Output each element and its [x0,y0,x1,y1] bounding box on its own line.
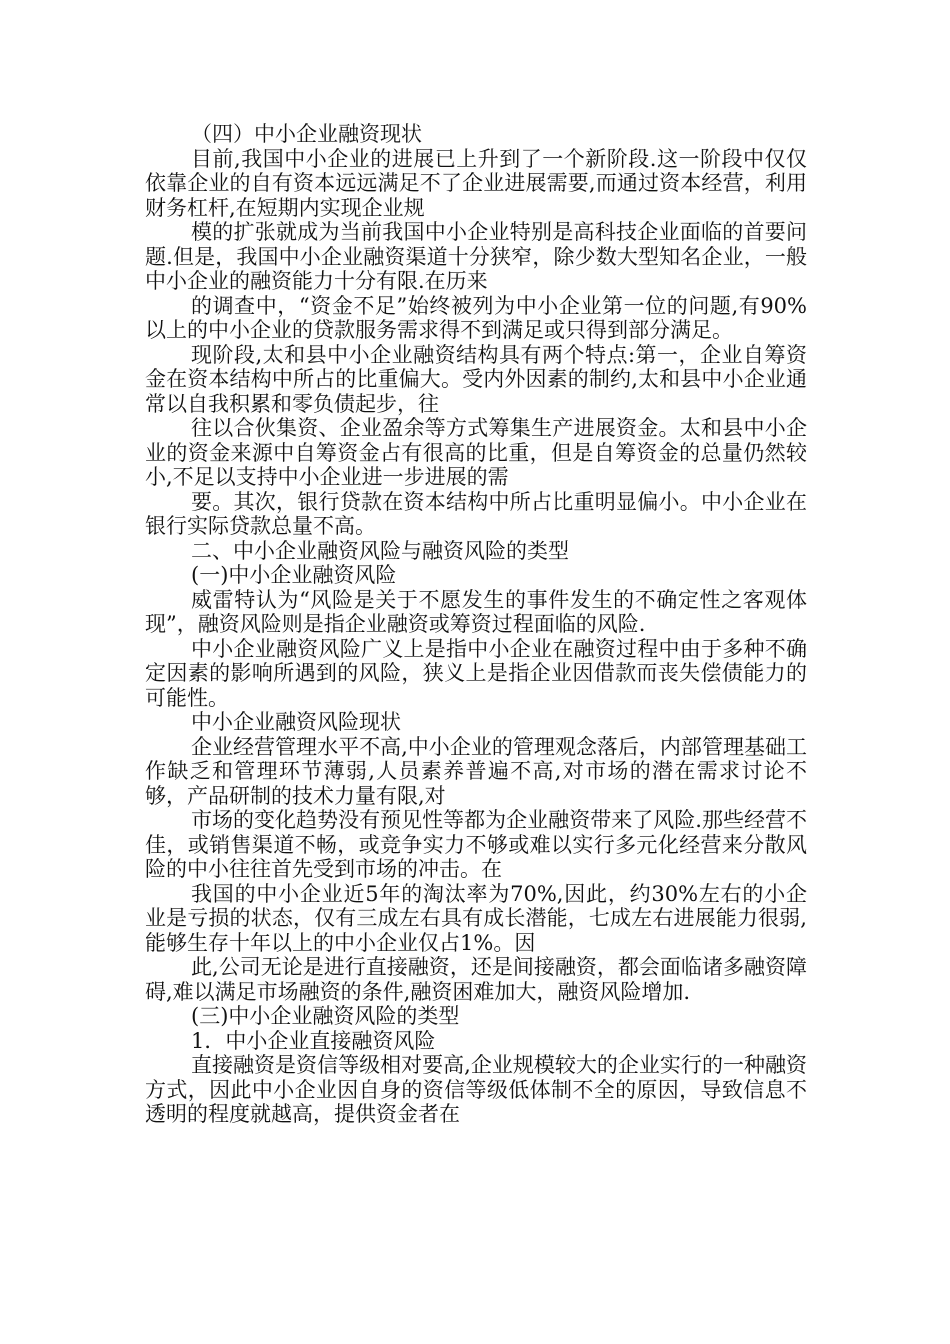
paragraph: 的调查中，“资金不足”始终被列为中小企业第一位的问题,有90%以上的中小企业的贷款服务需求得不到满足或只得到部分满足。 [145,293,807,342]
document-body [145,122,807,1127]
paragraph: 要。其次，银行贷款在资本结构中所占比重明显偏小。中小企业在银行实际贷款总量不高。 [145,489,807,538]
paragraph: 企业经营管理水平不高,中小企业的管理观念落后，内部管理基础工作缺乏和管理环节薄弱,人员素养普遍不高,对市场的潜在需求讨论不够，产品研制的技术力量有限,对 [145,734,807,808]
paragraph: 中小企业融资风险广义上是指中小企业在融资过程中由于多种不确定因素的影响所遇到的风险，狭义上是指企业因借款而丧失偿债能力的可能性。 [145,636,807,710]
section-heading-financing-status: （四）中小企业融资现状 [191,122,422,146]
paragraph: 市场的变化趋势没有预见性等都为企业融资带来了风险.那些经营不佳，或销售渠道不畅，或竞争实力不够或难以实行多元化经营来分散风险的中小往往首先受到市场的冲击。在 [145,808,807,881]
subsection-heading-risk-status: 中小企业融资风险现状 [191,710,401,734]
paragraph: 直接融资是资信等级相对要高,企业规模较大的企业实行的一种融资方式，因此中小企业因自身的资信等级低体制不全的原因，导致信息不透明的程度就越高，提供资金者在 [145,1053,807,1126]
paragraph: 我国的中小企业近5年的淘汰率为70%,因此，约30%左右的小企业是亏损的状态，仅有三成左右具有成长潜能，七成左右进展能力很弱,能够生存十年以上的中小企业仅占1%。因 [145,881,807,955]
subsection-heading-financing-risk: (一)中小企业融资风险 [191,563,397,587]
section-heading-risk-types: 二、中小企业融资风险与融资风险的类型 [191,538,569,563]
paragraph: 现阶段,太和县中小企业融资结构具有两个特点:第一，企业自筹资金在资本结构中所占的比重偏大。受内外因素的制约,太和县中小企业通常以自我积累和零负债起步，往 [145,342,807,416]
paragraph: 目前,我国中小企业的进展已上升到了一个新阶段.这一阶段中仅仅依靠企业的自有资本远远满足不了企业进展需要,而通过资本经营，利用财务杠杆,在短期内实现企业规 [145,146,807,220]
subsection-heading-direct-financing-risk: 1．中小企业直接融资风险 [191,1028,436,1053]
paragraph: 此,公司无论是进行直接融资，还是间接融资，都会面临诸多融资障碍,难以满足市场融资的条件,融资困难加大，融资风险增加. [145,955,807,1004]
subsection-heading-risk-types: (三)中小企业融资风险的类型 [191,1004,460,1028]
paragraph: 威雷特认为“风险是关于不愿发生的事件发生的不确定性之客观体现”，融资风险则是指企业融资或筹资过程面临的风险. [145,587,807,636]
paragraph: 模的扩张就成为当前我国中小企业特别是高科技企业面临的首要问题.但是，我国中小企业融资渠道十分狭窄，除少数大型知名企业，一般中小企业的融资能力十分有限.在历来 [145,220,807,293]
paragraph: 往以合伙集资、企业盈余等方式筹集生产进展资金。太和县中小企业的资金来源中自筹资金占有很高的比重，但是自筹资金的总量仍然较小,不足以支持中小企业进一步进展的需 [145,416,807,489]
